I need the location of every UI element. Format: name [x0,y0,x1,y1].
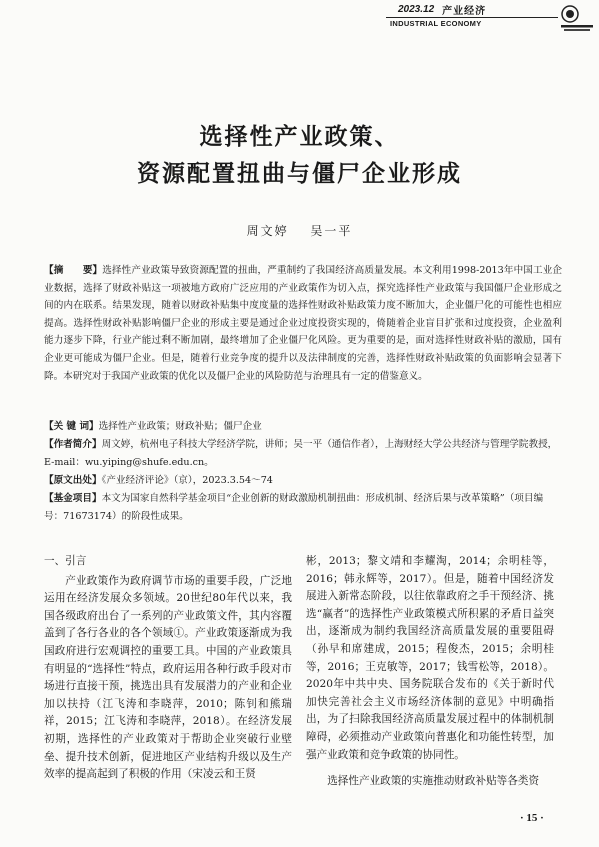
section-heading: 一、引言 [44,555,87,567]
keywords-text: 选择性产业政策；财政补贴；僵尸企业 [98,421,262,432]
abstract-text: 选择性产业政策导致资源配置的扭曲，严重制约了我国经济高质量发展。本文利用1998-2013年中国工业企业数据，选择了财政补贴这一项被地方政府广泛应用的产业政策作为切入点，探究选择性产业政策与我国僵尸企业形成之间的内在联系。结果发现，随着以财政补贴集中度度量的选择性财政补贴政策力度不断加大，企业僵尸化的可能性也相应提高。选择性财政补贴影响僵尸企业的形成主要是通过企业过度投资实现的，倚随着企业盲目扩张和过度投资，企业盈利能力逐步下降，行业产能过剩不断加剧，最终增加了企业僵尸化风险。更为重要的是，面对选择性财政补贴的激励，国有企业更可能成为僵尸企业。但是，随着行业竞争度的提升以及法律制度的完善，选择性财政补贴政策的负面影响会显著下降。本研究对于我国产业政策的优化以及僵尸企业的风险防范与治理具有一定的借鉴意义。 [44,265,563,382]
author-names: 周文婷 吴一平 [246,224,353,238]
keywords-label: 【关 键 词】 [44,421,99,432]
source-label: 【原文出处】 [44,475,102,486]
article-title-line1: 选择性产业政策、 [199,123,400,150]
body-paragraph: 产业政策作为政府调节市场的重要手段，广泛地运用在经济发展众多领域。20世纪80年代以来，我国各级政府出台了一系列的产业政策文件，其内容覆盖到了各行各业的各个领域①。产业政策逐渐成为我国政府进行宏观调控的重要工具。中国的产业政策具有明显的“选择性”特点，政府运用各种行政手段对市场进行直接干预，挑选出具有发展潜力的产业和企业加以扶持（江飞涛和李晓萍，2010；陈钊和熊瑞祥，2015；江飞涛和李晓萍，2018）。在经济发展初期，选择性的产业政策对于帮助企业突破行业壁垒、提升技术创新，促进地区产业结构升级以及生产效率的提高起到了积极的作用（宋凌云和王贤 [44,574,292,781]
source-line [44,472,562,490]
body-column-left [44,553,292,784]
journal-name: 产业经济 [442,5,487,17]
fund-block [44,490,562,525]
author-info-label: 【作者简介】 [44,439,102,450]
abstract-block [44,262,562,385]
source-text: 《产业经济评论》（京），2023.3.54～74 [101,475,273,486]
author-info-text: 周文婷，杭州电子科技大学经济学院，讲师；吴一平（通信作者），上海财经大学公共经济与管理学院教授，E-mail：wu.yiping@shufe.edu.cn。 [44,439,558,468]
running-header [386,2,558,16]
keywords-line [44,418,562,436]
page-number: · 15 · [520,812,544,824]
body-column-right [306,553,554,791]
issue-date: 2023.12 [398,3,435,15]
author-info-block [44,436,562,471]
journal-seal-icon [560,3,594,33]
fund-text: 本文为国家自然科学基金项目“企业创新的财政激励机制扭曲：形成机制、经济后果与改革策略”（项目编号：71673174）的阶段性成果。 [44,493,544,522]
body-paragraph: 彬，2013；黎文靖和李耀淘，2014；余明桂等，2016；韩永辉等，2017）。但是，随着中国经济发展进入新常态阶段，以往依靠政府之手干预经济、挑选“赢者”的选择性产业政策模式所积累的矛盾日益突出，逐渐成为制约我国经济高质量发展的重要阻碍（孙早和席建成，2015；程俊杰，2015；余明桂等，2016；王克敏等，2017；钱雪松等，2018）。2020年中共中央、国务院联合发布的《关于新时代加快完善社会主义市场经济体制的意见》中明确指出，为了扫除我国经济高质量发展过程中的体制机制障碍，必须推动产业政策向普惠化和功能性转型，加强产业政策和竞争政策的协同性。 [306,555,554,761]
header-rule [386,17,558,18]
fund-label: 【基金项目】 [44,493,102,504]
abstract-label: 【摘 要】 [44,265,103,276]
journal-name-english: INDUSTRIAL ECONOMY [390,19,482,28]
article-title-line2: 资源配置扭曲与僵尸企业形成 [137,160,462,187]
body-paragraph: 选择性产业政策的实施推动财政补贴等各类资 [327,775,540,788]
